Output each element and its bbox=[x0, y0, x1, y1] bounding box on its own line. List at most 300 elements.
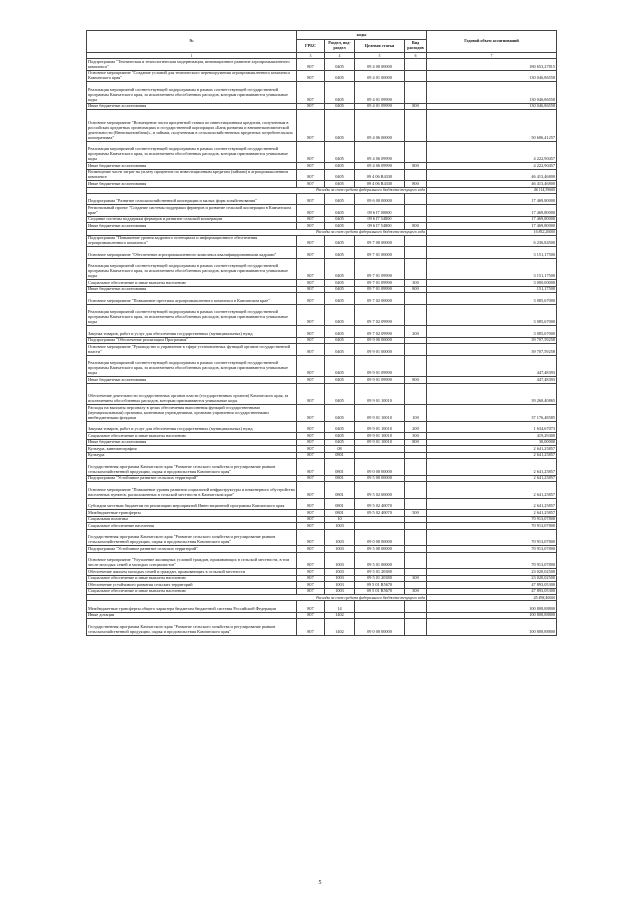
row-target-article: 09 4 06 09990 bbox=[355, 163, 405, 170]
row-amount: 180 653,27815 bbox=[427, 59, 557, 71]
col-number: 6 bbox=[405, 53, 427, 59]
table-row bbox=[87, 421, 557, 433]
row-expense-type bbox=[405, 82, 427, 104]
row-expense-type bbox=[405, 141, 427, 163]
table-row bbox=[87, 498, 557, 510]
row-razdel: 0405 bbox=[325, 169, 355, 181]
row-expense-type bbox=[405, 169, 427, 181]
row-amount: 2 641,25857 bbox=[427, 510, 557, 517]
row-name: Расходы на выплаты персоналу в целях обеспечения выполнения функций государственными (муниципальными) органами, казенными учреждениями, органами управления государственными внебюджетными фондами bbox=[87, 405, 297, 422]
col-number: 1 bbox=[87, 53, 297, 59]
row-grbs: 807 bbox=[297, 163, 325, 170]
row-razdel: 1003 bbox=[325, 529, 355, 546]
table-row bbox=[87, 82, 557, 104]
row-name: Иные бюджетные ассигнования bbox=[87, 286, 297, 293]
row-name: Подпрограмма "Техническая и технологическая модернизация, инновационное развитие агропромышленного комплекса" bbox=[87, 59, 297, 71]
row-name: Подпрограмма "Развитие сельскохозяйственной кооперации и малых форм хозяйствования" bbox=[87, 193, 297, 205]
row-razdel: 0405 bbox=[325, 70, 355, 82]
row-grbs: 807 bbox=[297, 337, 325, 344]
row-razdel: 0405 bbox=[325, 304, 355, 326]
row-target-article: 09 5 01 R5670 bbox=[355, 588, 405, 595]
row-target-article: 09 4 06 00000 bbox=[355, 110, 405, 142]
row-grbs: 807 bbox=[297, 439, 325, 446]
row-target-article: 09 5 01 20380 bbox=[355, 569, 405, 576]
table-row bbox=[87, 552, 557, 569]
row-name: Реализация мероприятий соответствующей подпрограммы в рамках соответствующей государственной программы Камчатского края, за исключением обособленных расходов, которым присваиваются уникальные коды bbox=[87, 304, 297, 326]
row-amount: 30,00000 bbox=[427, 439, 557, 446]
table-row bbox=[87, 169, 557, 181]
row-amount: 130 046,86558 bbox=[427, 70, 557, 82]
table-row bbox=[87, 482, 557, 499]
header-razdel: Раздел, под-раздел bbox=[325, 40, 355, 53]
row-grbs: 807 bbox=[297, 304, 325, 326]
row-target-article: 09 7 02 09990 bbox=[355, 326, 405, 338]
header-csr: Целевая статья bbox=[355, 40, 405, 53]
row-name: Иные бюджетные ассигнования bbox=[87, 181, 297, 188]
row-amount: 23 020,02500 bbox=[427, 569, 557, 576]
row-expense-type: 500 bbox=[405, 510, 427, 517]
row-expense-type: 200 bbox=[405, 326, 427, 338]
row-grbs: 807 bbox=[297, 70, 325, 82]
row-target-article: 09 5 02 40070 bbox=[355, 498, 405, 510]
row-amount: 37 176,48585 bbox=[427, 405, 557, 422]
row-expense-type bbox=[405, 205, 427, 217]
row-grbs: 807 bbox=[297, 286, 325, 293]
row-grbs: 807 bbox=[297, 110, 325, 142]
row-target-article bbox=[355, 601, 405, 613]
page-number: 5 bbox=[318, 880, 322, 886]
row-name: Государственная программа Камчатского края "Развитие сельского хозяйства и регулирование рынков сельскохозяйственной продукции, сырья и продовольствия Камчатского края" bbox=[87, 459, 297, 476]
row-target-article: 09 6 I7 00000 bbox=[355, 205, 405, 217]
table-row bbox=[87, 247, 557, 259]
row-name: Основное мероприятие "Повышение престижа агропромышленного комплекса в Камчатском крае" bbox=[87, 293, 297, 305]
row-grbs: 807 bbox=[297, 529, 325, 546]
row-amount: 6 236,84500 bbox=[427, 235, 557, 247]
table-row bbox=[87, 459, 557, 476]
row-amount: 47 893,05300 bbox=[427, 582, 557, 589]
header-sum: Годовой объем ассигнований bbox=[427, 31, 557, 53]
row-name: Реализация мероприятий соответствующей подпрограммы в рамках соответствующей государственной программы Камчатского края, за исключением обособленных расходов, которым присваиваются уникальные коды bbox=[87, 258, 297, 280]
table-row bbox=[87, 383, 557, 405]
row-amount: 3 000,00000 bbox=[427, 280, 557, 287]
row-name: Основное мероприятие "Руководство и управление в сфере установленных функций органов государственной власти" bbox=[87, 344, 297, 356]
row-grbs: 807 bbox=[297, 619, 325, 636]
row-amount: 70 913,07800 bbox=[427, 546, 557, 553]
row-grbs: 807 bbox=[297, 377, 325, 384]
note-sum: 45 498,40000 bbox=[427, 595, 557, 601]
row-grbs: 807 bbox=[297, 475, 325, 482]
row-name: Иные бюджетные ассигнования bbox=[87, 377, 297, 384]
table-body bbox=[87, 59, 557, 636]
row-expense-type bbox=[405, 258, 427, 280]
row-amount: 130 046,86558 bbox=[427, 82, 557, 104]
note-text: Расходы за счет средств федерального бюджета текущего года bbox=[87, 187, 427, 193]
row-razdel: 0405 bbox=[325, 82, 355, 104]
row-razdel: 1003 bbox=[325, 588, 355, 595]
row-amount: 3 151,17500 bbox=[427, 247, 557, 259]
row-razdel: 0405 bbox=[325, 59, 355, 71]
row-target-article: 09 9 01 10010 bbox=[355, 383, 405, 405]
row-amount: 4 222,90457 bbox=[427, 163, 557, 170]
row-grbs: 807 bbox=[297, 169, 325, 181]
row-expense-type bbox=[405, 383, 427, 405]
row-grbs: 807 bbox=[297, 546, 325, 553]
row-amount: 17 469,80000 bbox=[427, 216, 557, 223]
row-amount: 23 020,02500 bbox=[427, 575, 557, 582]
row-razdel: 0801 bbox=[325, 510, 355, 517]
row-grbs: 807 bbox=[297, 582, 325, 589]
row-grbs: 807 bbox=[297, 601, 325, 613]
row-expense-type bbox=[405, 482, 427, 499]
row-target-article: 09 7 01 09990 bbox=[355, 280, 405, 287]
row-expense-type: 800 bbox=[405, 103, 427, 110]
row-amount: 100 808,88800 bbox=[427, 619, 557, 636]
row-amount: 447,48393 bbox=[427, 377, 557, 384]
row-razdel: 0405 bbox=[325, 383, 355, 405]
row-grbs: 807 bbox=[297, 552, 325, 569]
row-razdel: 0801 bbox=[325, 482, 355, 499]
row-amount: 419,29400 bbox=[427, 433, 557, 440]
row-razdel: 0405 bbox=[325, 355, 355, 377]
table-row bbox=[87, 601, 557, 613]
row-name: Обеспечение деятельности государственных органов власти (государственных органов) Камчатского края, за исключением обособленных расходов, которым присваиваются уникальные коды bbox=[87, 383, 297, 405]
row-expense-type bbox=[405, 601, 427, 613]
table-row bbox=[87, 141, 557, 163]
row-target-article: 09 4 00 00000 bbox=[355, 59, 405, 71]
row-name: Иные бюджетные ассигнования bbox=[87, 223, 297, 230]
row-amount: 46 413,46800 bbox=[427, 169, 557, 181]
row-expense-type bbox=[405, 247, 427, 259]
row-expense-type: 800 bbox=[405, 181, 427, 188]
row-razdel: 10 bbox=[325, 516, 355, 523]
row-razdel: 1003 bbox=[325, 575, 355, 582]
row-expense-type bbox=[405, 304, 427, 326]
row-razdel: 0801 bbox=[325, 498, 355, 510]
row-expense-type: 300 bbox=[405, 280, 427, 287]
row-grbs: 807 bbox=[297, 216, 325, 223]
header-num: № bbox=[87, 31, 297, 53]
row-razdel: 1402 bbox=[325, 619, 355, 636]
row-expense-type bbox=[405, 70, 427, 82]
row-amount: 3 151,17500 bbox=[427, 258, 557, 280]
row-amount: 4 222,90457 bbox=[427, 141, 557, 163]
row-grbs: 807 bbox=[297, 141, 325, 163]
row-target-article: 09 4 01 09990 bbox=[355, 103, 405, 110]
row-name: Субсидии местным бюджетам на реализацию мероприятий Инвестиционной программы Камчатского края bbox=[87, 498, 297, 510]
row-target-article: 09 7 01 09990 bbox=[355, 286, 405, 293]
row-expense-type bbox=[405, 293, 427, 305]
table-row bbox=[87, 258, 557, 280]
row-amount: 70 913,07800 bbox=[427, 516, 557, 523]
col-number: 3 bbox=[297, 53, 325, 59]
row-target-article: 09 9 00 00000 bbox=[355, 337, 405, 344]
row-amount: 50 606,41257 bbox=[427, 110, 557, 142]
row-expense-type bbox=[405, 110, 427, 142]
row-razdel: 0405 bbox=[325, 280, 355, 287]
table-row bbox=[87, 70, 557, 82]
row-name: Социальная политика bbox=[87, 516, 297, 523]
row-target-article: 09 9 01 10010 bbox=[355, 439, 405, 446]
row-grbs: 807 bbox=[297, 482, 325, 499]
row-amount: 2 641,25857 bbox=[427, 482, 557, 499]
table-row bbox=[87, 405, 557, 422]
row-grbs: 807 bbox=[297, 405, 325, 422]
row-target-article: 09 4 06 R4330 bbox=[355, 181, 405, 188]
row-razdel: 0405 bbox=[325, 181, 355, 188]
col-number: 4 bbox=[325, 53, 355, 59]
row-razdel: 0801 bbox=[325, 475, 355, 482]
row-grbs: 807 bbox=[297, 181, 325, 188]
row-amount: 2 641,25857 bbox=[427, 475, 557, 482]
row-name: Возмещение части затрат на уплату процентов по инвестиционным кредитам (займам) в агропромышленном комплексе bbox=[87, 169, 297, 181]
row-amount: 2 641,25857 bbox=[427, 446, 557, 453]
row-grbs: 807 bbox=[297, 103, 325, 110]
row-razdel: 0405 bbox=[325, 110, 355, 142]
row-razdel: 0405 bbox=[325, 216, 355, 223]
note-sum: 16 852,20000 bbox=[427, 229, 557, 235]
row-target-article: 09 5 00 00000 bbox=[355, 475, 405, 482]
row-razdel: 1402 bbox=[325, 612, 355, 619]
row-expense-type bbox=[405, 193, 427, 205]
row-name: Государственная программа Камчатского края "Развитие сельского хозяйства и регулирование рынков сельскохозяйственной продукции, сырья и продовольствия Камчатского края" bbox=[87, 529, 297, 546]
table-row bbox=[87, 355, 557, 377]
row-name: Закупка товаров, работ и услуг для обеспечения государственных (муниципальных) нужд bbox=[87, 421, 297, 433]
row-amount: 70 913,07800 bbox=[427, 529, 557, 546]
row-name: Основное мероприятие "Улучшение жилищных условий граждан, проживающих в сельской местности, в том числе молодых семей и молодых специалистов" bbox=[87, 552, 297, 569]
row-grbs: 807 bbox=[297, 280, 325, 287]
note-sum: 46 114,39600 bbox=[427, 187, 557, 193]
row-amount: 17 469,80000 bbox=[427, 205, 557, 217]
row-name: Реализация мероприятий соответствующей подпрограммы в рамках соответствующей государственной программы Камчатского края, за исключением обособленных расходов, которым присваиваются уникальные коды bbox=[87, 82, 297, 104]
row-amount: 130 046,86558 bbox=[427, 103, 557, 110]
row-target-article: 09 5 01 20380 bbox=[355, 575, 405, 582]
row-amount: 3 085,67000 bbox=[427, 326, 557, 338]
row-amount: 47 893,05300 bbox=[427, 588, 557, 595]
row-grbs: 807 bbox=[297, 258, 325, 280]
row-name: Создание системы поддержки фермеров и развитие сельской кооперации bbox=[87, 216, 297, 223]
row-amount: 39 707,59258 bbox=[427, 344, 557, 356]
table-row bbox=[87, 193, 557, 205]
row-razdel: 1003 bbox=[325, 523, 355, 530]
row-name: Реализация мероприятий соответствующей подпрограммы в рамках соответствующей государственной программы Камчатского края, за исключением обособленных расходов, которым присваиваются уникальные коды bbox=[87, 141, 297, 163]
row-expense-type bbox=[405, 552, 427, 569]
row-razdel: 1003 bbox=[325, 552, 355, 569]
row-name: Основное мероприятие "Создание условий для технического перевооружения агропромышленного комплекса Камчатского края" bbox=[87, 70, 297, 82]
row-razdel: 0405 bbox=[325, 286, 355, 293]
row-name: Обеспечение устойчивого развития сельских территорий bbox=[87, 582, 297, 589]
row-grbs: 807 bbox=[297, 498, 325, 510]
row-target-article: 09 9 01 00000 bbox=[355, 344, 405, 356]
row-razdel: 0405 bbox=[325, 344, 355, 356]
row-name: Иные дотации bbox=[87, 612, 297, 619]
budget-table bbox=[86, 30, 557, 636]
row-target-article: 09 4 01 09990 bbox=[355, 82, 405, 104]
row-grbs: 807 bbox=[297, 223, 325, 230]
row-name: Государственная программа Камчатского края "Развитие сельского хозяйства и регулирование рынков сельскохозяйственной продукции, сырья и продовольствия Камчатского края" bbox=[87, 619, 297, 636]
row-name: Иные бюджетные ассигнования bbox=[87, 163, 297, 170]
row-expense-type: 800 bbox=[405, 439, 427, 446]
row-target-article: 09 0 00 00000 bbox=[355, 529, 405, 546]
row-target-article: 09 4 06 R4330 bbox=[355, 169, 405, 181]
note-text: Расходы за счет средств федерального бюджета текущего года bbox=[87, 229, 427, 235]
row-razdel: 0405 bbox=[325, 326, 355, 338]
row-name: Основное мероприятие "Обеспечение агропромышленного комплекса квалифицированными кадрами" bbox=[87, 247, 297, 259]
row-razdel: 0405 bbox=[325, 405, 355, 422]
row-grbs: 807 bbox=[297, 383, 325, 405]
row-name: Закупка товаров, работ и услуг для обеспечения государственных (муниципальных) нужд bbox=[87, 326, 297, 338]
row-expense-type bbox=[405, 459, 427, 476]
row-amount: 17 469,80000 bbox=[427, 193, 557, 205]
header-codes: коды bbox=[297, 31, 427, 40]
row-razdel: 0405 bbox=[325, 141, 355, 163]
row-razdel: 1003 bbox=[325, 569, 355, 576]
row-grbs: 807 bbox=[297, 355, 325, 377]
row-razdel: 0405 bbox=[325, 421, 355, 433]
table-row bbox=[87, 235, 557, 247]
row-grbs: 807 bbox=[297, 569, 325, 576]
row-name: Основное мероприятие "Возмещение части процентной ставки по инвестиционным кредитам, полученным в российских кредитных организациях и государственной корпорации «Банк развития и внешнеэкономической деятельности (Внешэкономбанк)», и займам, полученным в сельскохозяйственных кредитных потребительских кооперативах" bbox=[87, 110, 297, 142]
row-grbs: 807 bbox=[297, 344, 325, 356]
row-grbs: 807 bbox=[297, 193, 325, 205]
row-target-article: 09 6 I7 54800 bbox=[355, 216, 405, 223]
row-grbs: 807 bbox=[297, 247, 325, 259]
row-expense-type bbox=[405, 344, 427, 356]
row-name: Социальное обеспечение и иные выплаты населению bbox=[87, 575, 297, 582]
col-number: 5 bbox=[355, 53, 405, 59]
row-razdel: 0405 bbox=[325, 337, 355, 344]
row-amount: 2 641,25857 bbox=[427, 452, 557, 459]
row-grbs: 807 bbox=[297, 421, 325, 433]
row-grbs: 807 bbox=[297, 452, 325, 459]
row-grbs: 807 bbox=[297, 293, 325, 305]
row-amount: 100 808,88800 bbox=[427, 612, 557, 619]
row-razdel: 0405 bbox=[325, 293, 355, 305]
row-target-article: 09 6 I7 54800 bbox=[355, 223, 405, 230]
table-row bbox=[87, 304, 557, 326]
row-razdel: 0405 bbox=[325, 377, 355, 384]
row-name: Социальное обеспечение и иные выплаты населению bbox=[87, 588, 297, 595]
table-row bbox=[87, 344, 557, 356]
row-target-article: 09 7 00 00000 bbox=[355, 235, 405, 247]
row-name: Иные бюджетные ассигнования bbox=[87, 439, 297, 446]
row-expense-type: 100 bbox=[405, 405, 427, 422]
row-name: Культура, кинематография bbox=[87, 446, 297, 453]
table-row bbox=[87, 205, 557, 217]
row-grbs: 807 bbox=[297, 326, 325, 338]
row-grbs: 807 bbox=[297, 516, 325, 523]
row-target-article: 09 7 02 09990 bbox=[355, 304, 405, 326]
row-target-article: 09 4 01 00000 bbox=[355, 70, 405, 82]
row-amount: 39 260,40865 bbox=[427, 383, 557, 405]
row-expense-type bbox=[405, 529, 427, 546]
row-target-article: 09 7 01 00000 bbox=[355, 247, 405, 259]
row-name: Подпрограмма "Обеспечение реализации Программы" bbox=[87, 337, 297, 344]
row-grbs: 807 bbox=[297, 235, 325, 247]
row-name: Региональный проект "Создание системы поддержки фермеров и развитие сельской кооперации в Камчатском крае" bbox=[87, 205, 297, 217]
row-expense-type: 200 bbox=[405, 421, 427, 433]
row-name: Иные бюджетные ассигнования bbox=[87, 103, 297, 110]
row-razdel: 0405 bbox=[325, 247, 355, 259]
row-razdel: 0801 bbox=[325, 459, 355, 476]
row-name: Реализация мероприятий соответствующей подпрограммы в рамках соответствующей государственной программы Камчатского края, за исключением обособленных расходов, которым присваиваются уникальные коды bbox=[87, 355, 297, 377]
row-target-article: 09 5 02 40070 bbox=[355, 510, 405, 517]
row-expense-type: 800 bbox=[405, 377, 427, 384]
row-name: Подпрограмма "Повышение уровня кадрового потенциала и информационного обеспечения агропромышленного комплекса" bbox=[87, 235, 297, 247]
row-target-article: 09 4 06 09990 bbox=[355, 141, 405, 163]
row-name: Обеспечение жильем молодых семей и граждан, проживающих в сельской местности bbox=[87, 569, 297, 576]
row-razdel: 0405 bbox=[325, 163, 355, 170]
row-grbs: 807 bbox=[297, 612, 325, 619]
row-expense-type: 800 bbox=[405, 286, 427, 293]
table-row bbox=[87, 59, 557, 71]
row-razdel: 0405 bbox=[325, 223, 355, 230]
row-grbs: 807 bbox=[297, 459, 325, 476]
row-grbs: 807 bbox=[297, 588, 325, 595]
row-amount: 151,17500 bbox=[427, 286, 557, 293]
row-expense-type bbox=[405, 498, 427, 510]
row-amount: 2 641,25857 bbox=[427, 498, 557, 510]
row-amount: 1 634,67073 bbox=[427, 421, 557, 433]
row-razdel: 0801 bbox=[325, 452, 355, 459]
header-vid: Вид расходов bbox=[405, 40, 427, 53]
row-name: Межбюджетные трансферты общего характера бюджетам бюджетной системы Российской Федерации bbox=[87, 601, 297, 613]
row-target-article: 09 6 00 00000 bbox=[355, 193, 405, 205]
row-razdel: 1003 bbox=[325, 546, 355, 553]
table-row bbox=[87, 619, 557, 636]
row-target-article: 09 9 01 09990 bbox=[355, 377, 405, 384]
row-amount: 39 707,59258 bbox=[427, 337, 557, 344]
row-expense-type: 300 bbox=[405, 433, 427, 440]
row-amount: 3 085,67000 bbox=[427, 304, 557, 326]
row-razdel: 1003 bbox=[325, 582, 355, 589]
row-razdel: 14 bbox=[325, 601, 355, 613]
header-grbs: ГРБС bbox=[297, 40, 325, 53]
row-grbs: 807 bbox=[297, 575, 325, 582]
row-target-article: 09 9 01 10010 bbox=[355, 421, 405, 433]
row-razdel: 0405 bbox=[325, 439, 355, 446]
row-amount: 447,48393 bbox=[427, 355, 557, 377]
row-expense-type bbox=[405, 619, 427, 636]
row-name: Подпрограмма "Устойчивое развитие сельских территорий" bbox=[87, 546, 297, 553]
row-name: Социальное обеспечение населения bbox=[87, 523, 297, 530]
row-name: Основное мероприятие "Повышение уровня развития социальной инфраструктуры и инженерного обустройства населенных пунктов, расположенных в сельской местности в Камчатском крае" bbox=[87, 482, 297, 499]
note-text: Расходы за счет средств федерального бюджета текущего года bbox=[87, 595, 427, 601]
row-target-article: 09 9 01 10010 bbox=[355, 433, 405, 440]
col-number: 7 bbox=[427, 53, 557, 59]
row-expense-type bbox=[405, 355, 427, 377]
row-expense-type bbox=[405, 235, 427, 247]
row-name: Социальное обеспечение и иные выплаты населению bbox=[87, 433, 297, 440]
row-razdel: 0405 bbox=[325, 103, 355, 110]
row-name: Межбюджетные трансферты bbox=[87, 510, 297, 517]
row-target-article: 09 5 01 R5670 bbox=[355, 582, 405, 589]
table-row bbox=[87, 293, 557, 305]
row-razdel: 0405 bbox=[325, 193, 355, 205]
row-razdel: 0405 bbox=[325, 205, 355, 217]
table-row bbox=[87, 326, 557, 338]
row-grbs: 807 bbox=[297, 82, 325, 104]
row-name: Культура bbox=[87, 452, 297, 459]
row-grbs: 807 bbox=[297, 205, 325, 217]
row-razdel: 0405 bbox=[325, 433, 355, 440]
row-amount: 100 808,88800 bbox=[427, 601, 557, 613]
row-target-article: 09 5 00 00000 bbox=[355, 546, 405, 553]
row-target-article: 09 7 02 00000 bbox=[355, 293, 405, 305]
row-razdel: 0405 bbox=[325, 235, 355, 247]
row-grbs: 807 bbox=[297, 446, 325, 453]
row-target-article: 09 0 00 00000 bbox=[355, 619, 405, 636]
row-grbs: 807 bbox=[297, 510, 325, 517]
